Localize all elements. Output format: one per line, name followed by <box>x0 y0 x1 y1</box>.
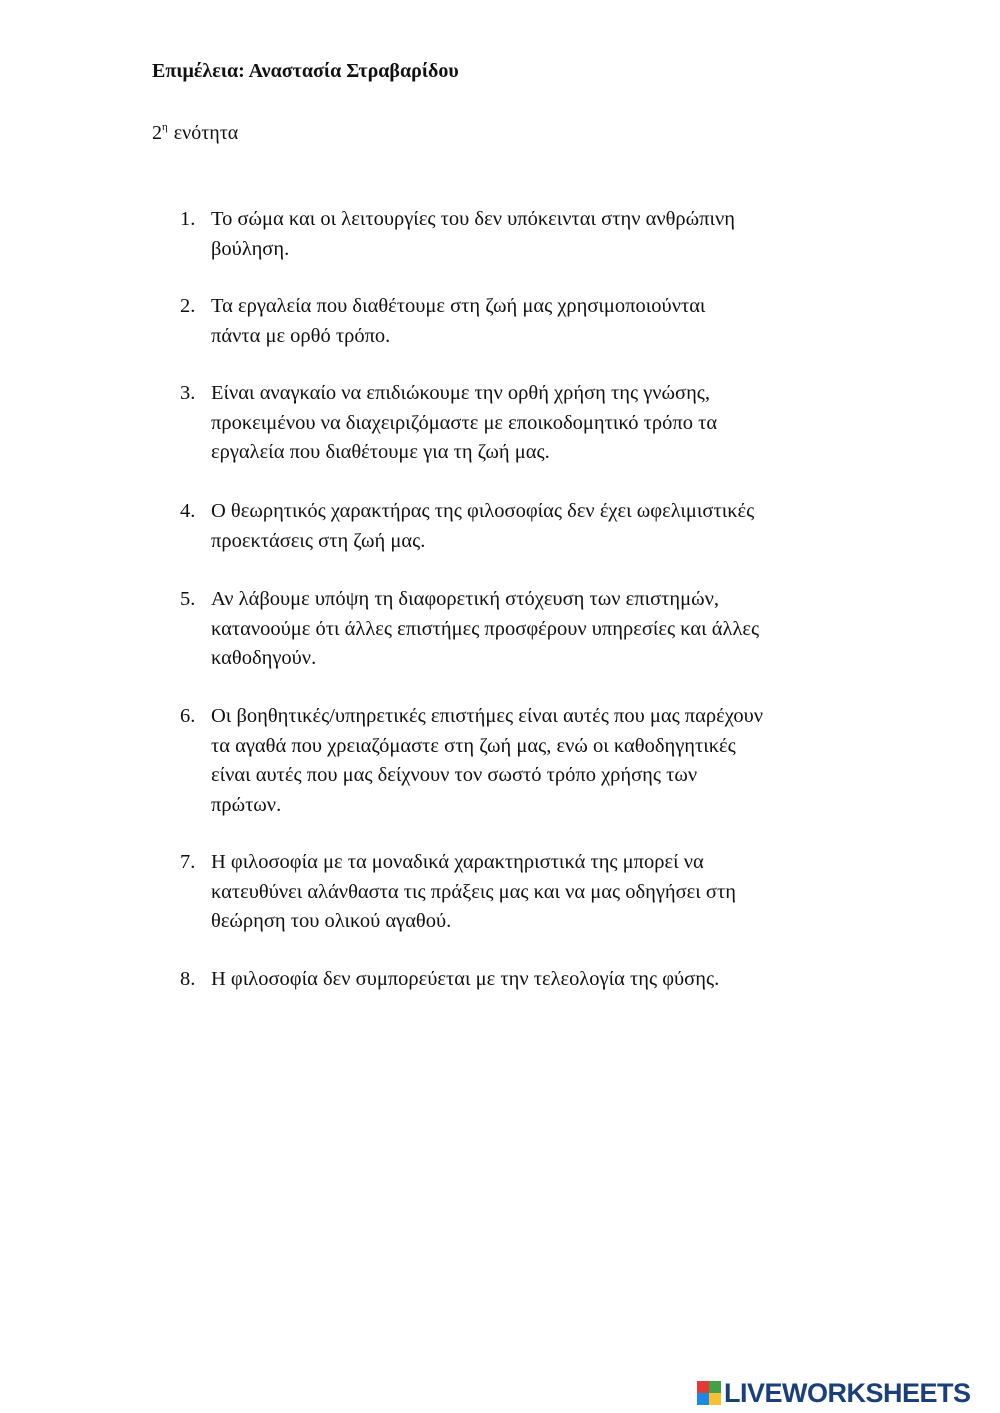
statement-text: Είναι αναγκαίο να επιδιώκουμε την ορθή χρήση της γνώσης, προκειμένου να διαχειριζόμαστε με εποικοδομητικό τρόπο τα εργαλεία που διαθέτουμε για τη ζωή μας. <box>211 382 718 463</box>
statement-number: 5. <box>180 588 196 610</box>
statement-number: 8. <box>180 968 196 990</box>
section-heading <box>152 121 238 145</box>
statement-text: Η φιλοσοφία δεν συμπορεύεται με την τελεολογία της φύσης. <box>211 968 720 990</box>
statement-item-6 <box>180 702 870 820</box>
statement-number: 1. <box>180 208 196 230</box>
statement-item-1 <box>180 205 870 264</box>
liveworksheets-watermark <box>697 1380 971 1406</box>
statement-item-4 <box>180 497 870 556</box>
statement-text: Αν λάβουμε υπόψη τη διαφορετική στόχευση των επιστημών, κατανοούμε ότι άλλες επιστήμες προσφέρουν υπηρεσίες και άλλες καθοδηγούν. <box>211 588 760 669</box>
statement-number: 4. <box>180 500 196 522</box>
statement-number: 3. <box>180 382 196 404</box>
statement-text: Το σώμα και οι λειτουργίες του δεν υπόκεινται στην ανθρώπινη βούληση. <box>211 208 735 260</box>
statement-number: 6. <box>180 705 196 727</box>
liveworksheets-logo-icon <box>697 1381 721 1405</box>
logo-square-green <box>709 1381 721 1393</box>
statement-text: Οι βοηθητικές/υπηρετικές επιστήμες είναι αυτές που μας παρέχουν τα αγαθά που χρειαζόμαστε στη ζωή μας, ενώ οι καθοδηγητικές είναι αυτές που μας δείχνουν τον σωστό τρόπο χρήσης των πρώτων. <box>211 705 764 816</box>
statement-item-3 <box>180 379 870 468</box>
statement-number: 7. <box>180 851 196 873</box>
author-credit: Επιμέλεια: Αναστασία Στραβαρίδου <box>152 60 459 82</box>
statement-number: 2. <box>180 295 196 317</box>
statement-item-2 <box>180 292 870 351</box>
section-label: ενότητα <box>173 122 239 144</box>
logo-square-blue <box>697 1393 709 1405</box>
statement-item-5 <box>180 585 870 674</box>
liveworksheets-wordmark: LIVEWORKSHEETS <box>724 1378 971 1408</box>
statement-text: Τα εργαλεία που διαθέτουμε στη ζωή μας χρησιμοποιούνται πάντα με ορθό τρόπο. <box>211 295 706 347</box>
logo-square-red <box>697 1381 709 1393</box>
section-ordinal-suffix: η <box>162 121 168 133</box>
statement-text: Η φιλοσοφία με τα μοναδικά χαρακτηριστικά της μπορεί να κατευθύνει αλάνθαστα τις πράξεις μας και να μας οδηγήσει στη θεώρηση του ολικού αγαθού. <box>211 851 736 932</box>
section-number: 2 <box>152 122 162 144</box>
statement-text: Ο θεωρητικός χαρακτήρας της φιλοσοφίας δεν έχει ωφελιμιστικές προεκτάσεις στη ζωή μας. <box>211 500 755 552</box>
statement-item-7 <box>180 848 870 937</box>
statement-item-8 <box>180 965 870 995</box>
logo-square-yellow <box>709 1393 721 1405</box>
